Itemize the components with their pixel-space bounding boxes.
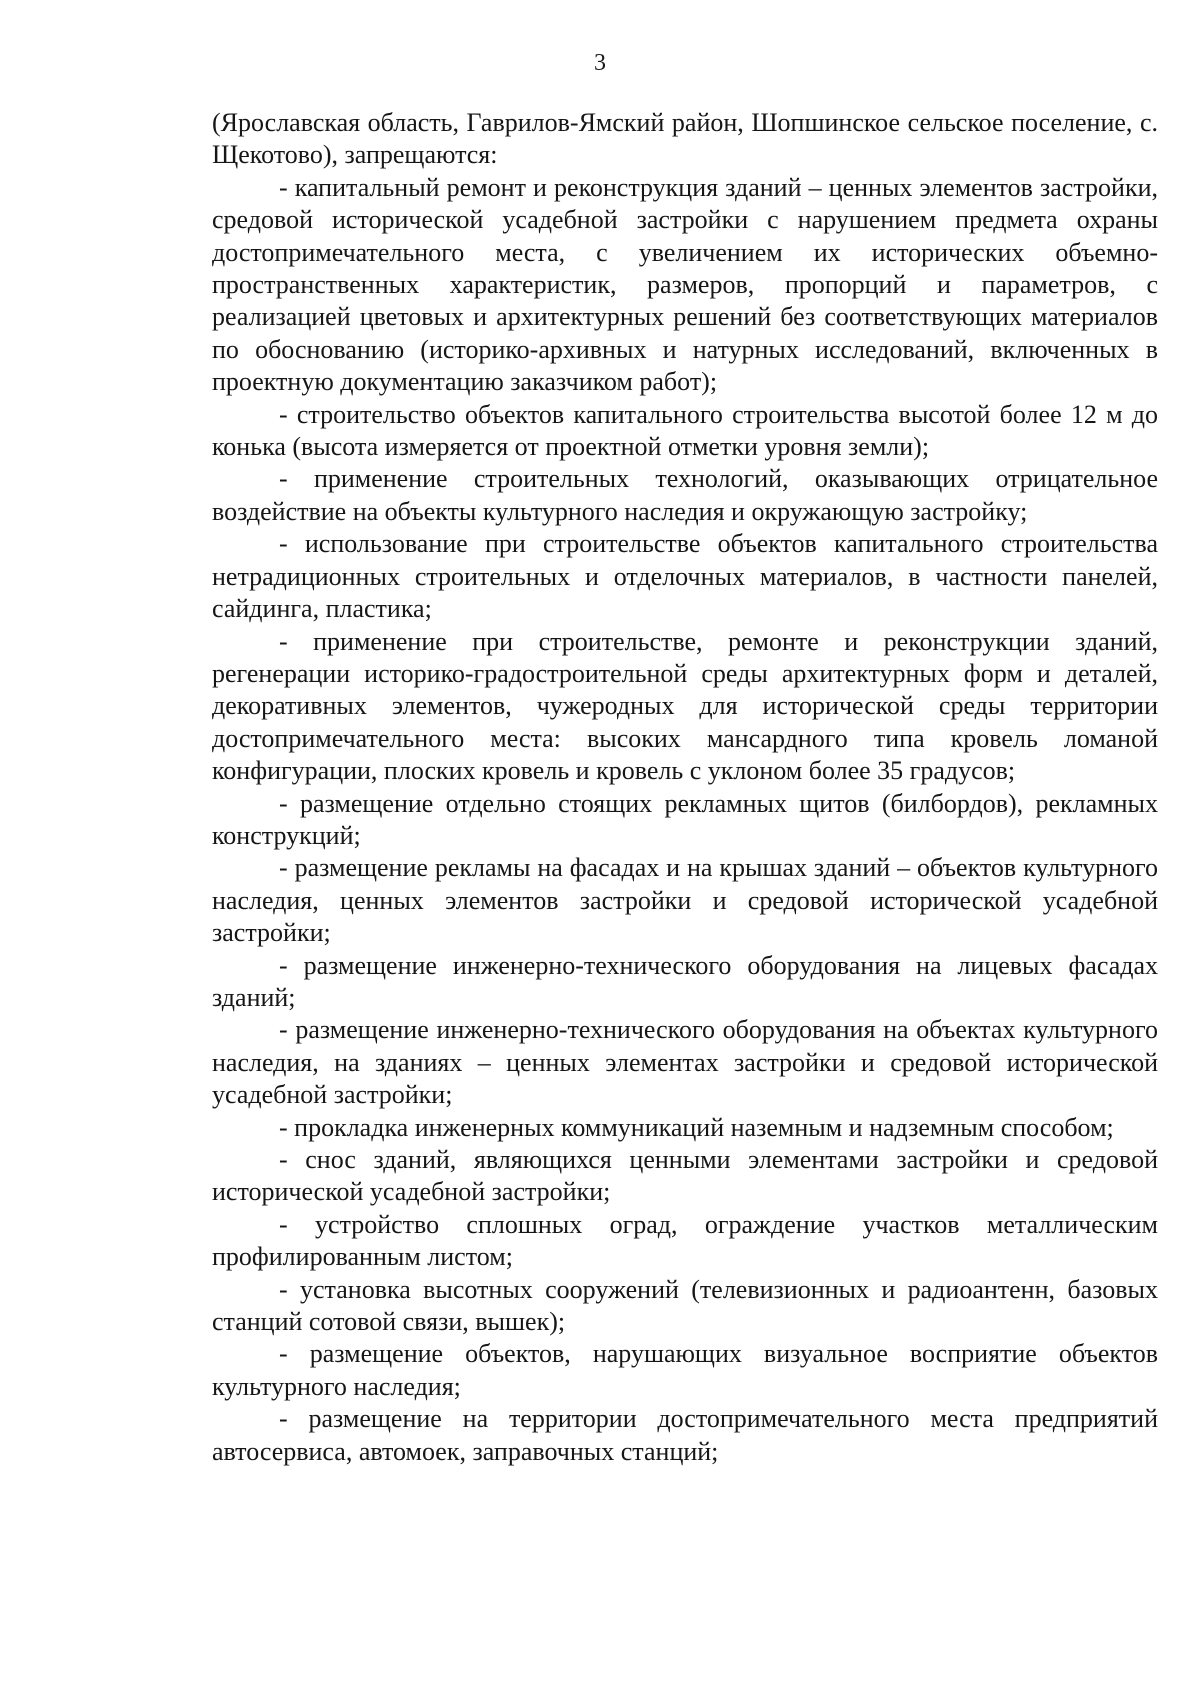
paragraph-item: - использование при строительстве объектов капитального строительства нетрадиционных строительных и отделочных материалов, в частности панелей, сайдинга, пластика; xyxy=(212,529,1158,624)
paragraph-item: - строительство объектов капитального строительства высотой более 12 м до конька (высота измеряется от проектной отметки уровня земли); xyxy=(212,399,1158,462)
paragraph-item: - устройство сплошных оград, ограждение участков металлическим профилированным листом; xyxy=(212,1209,1158,1272)
paragraph-intro: (Ярославская область, Гаврилов-Ямский район, Шопшинское сельское поселение, с. Щекотово), запрещаются: xyxy=(212,108,1158,170)
page-number: 3 xyxy=(594,50,606,76)
paragraph-item: - размещение рекламы на фасадах и на крышах зданий – объектов культурного наследия, ценных элементов застройки и средовой исторической усадебной застройки; xyxy=(212,853,1158,948)
paragraph-item: - применение при строительстве, ремонте и реконструкции зданий, регенерации историко-градостроительной среды архитектурных форм и деталей, декоративных элементов, чужеродных для исторической среды территории достопримечательного места: высоких мансардного типа кровель ломаной конфигурации, плоских кровель и кровель с уклоном более 35 градусов; xyxy=(212,626,1158,786)
paragraph-item: - размещение на территории достопримечательного места предприятий автосервиса, автомоек, заправочных станций; xyxy=(212,1404,1158,1466)
paragraph-item: - применение строительных технологий, оказывающих отрицательное воздействие на объекты культурного наследия и окружающую застройку; xyxy=(212,464,1158,526)
paragraph-item: - снос зданий, являющихся ценными элементами застройки и средовой исторической усадебной застройки; xyxy=(212,1145,1158,1207)
paragraph-item: - размещение инженерно-технического оборудования на объектах культурного наследия, на зданиях – ценных элементах застройки и средовой исторической усадебной застройки; xyxy=(212,1015,1158,1110)
paragraph-item: - размещение отдельно стоящих рекламных щитов (билбордов), рекламных конструкций; xyxy=(212,788,1158,850)
paragraph-item: - размещение инженерно-технического оборудования на лицевых фасадах зданий; xyxy=(212,950,1158,1012)
paragraph-item: - прокладка инженерных коммуникаций наземным и надземным способом; xyxy=(279,1112,1114,1142)
paragraph-item: - размещение объектов, нарушающих визуальное восприятие объектов культурного наследия; xyxy=(212,1339,1158,1401)
paragraph-item: - капитальный ремонт и реконструкция зданий – ценных элементов застройки, средовой исторической усадебной застройки с нарушением предмета охраны достопримечательного места, с увеличением их исторических объемно-пространственных характеристик, размеров, пропорций и параметров, с реализацией цветовых и архитектурных решений без соответствующих материалов по обоснованию (историко-архивных и натурных исследований, включенных в проектную документацию заказчиком работ); xyxy=(212,172,1158,397)
document-body xyxy=(212,107,1158,1468)
paragraph-item: - установка высотных сооружений (телевизионных и радиоантенн, базовых станций сотовой связи, вышек); xyxy=(212,1274,1158,1337)
